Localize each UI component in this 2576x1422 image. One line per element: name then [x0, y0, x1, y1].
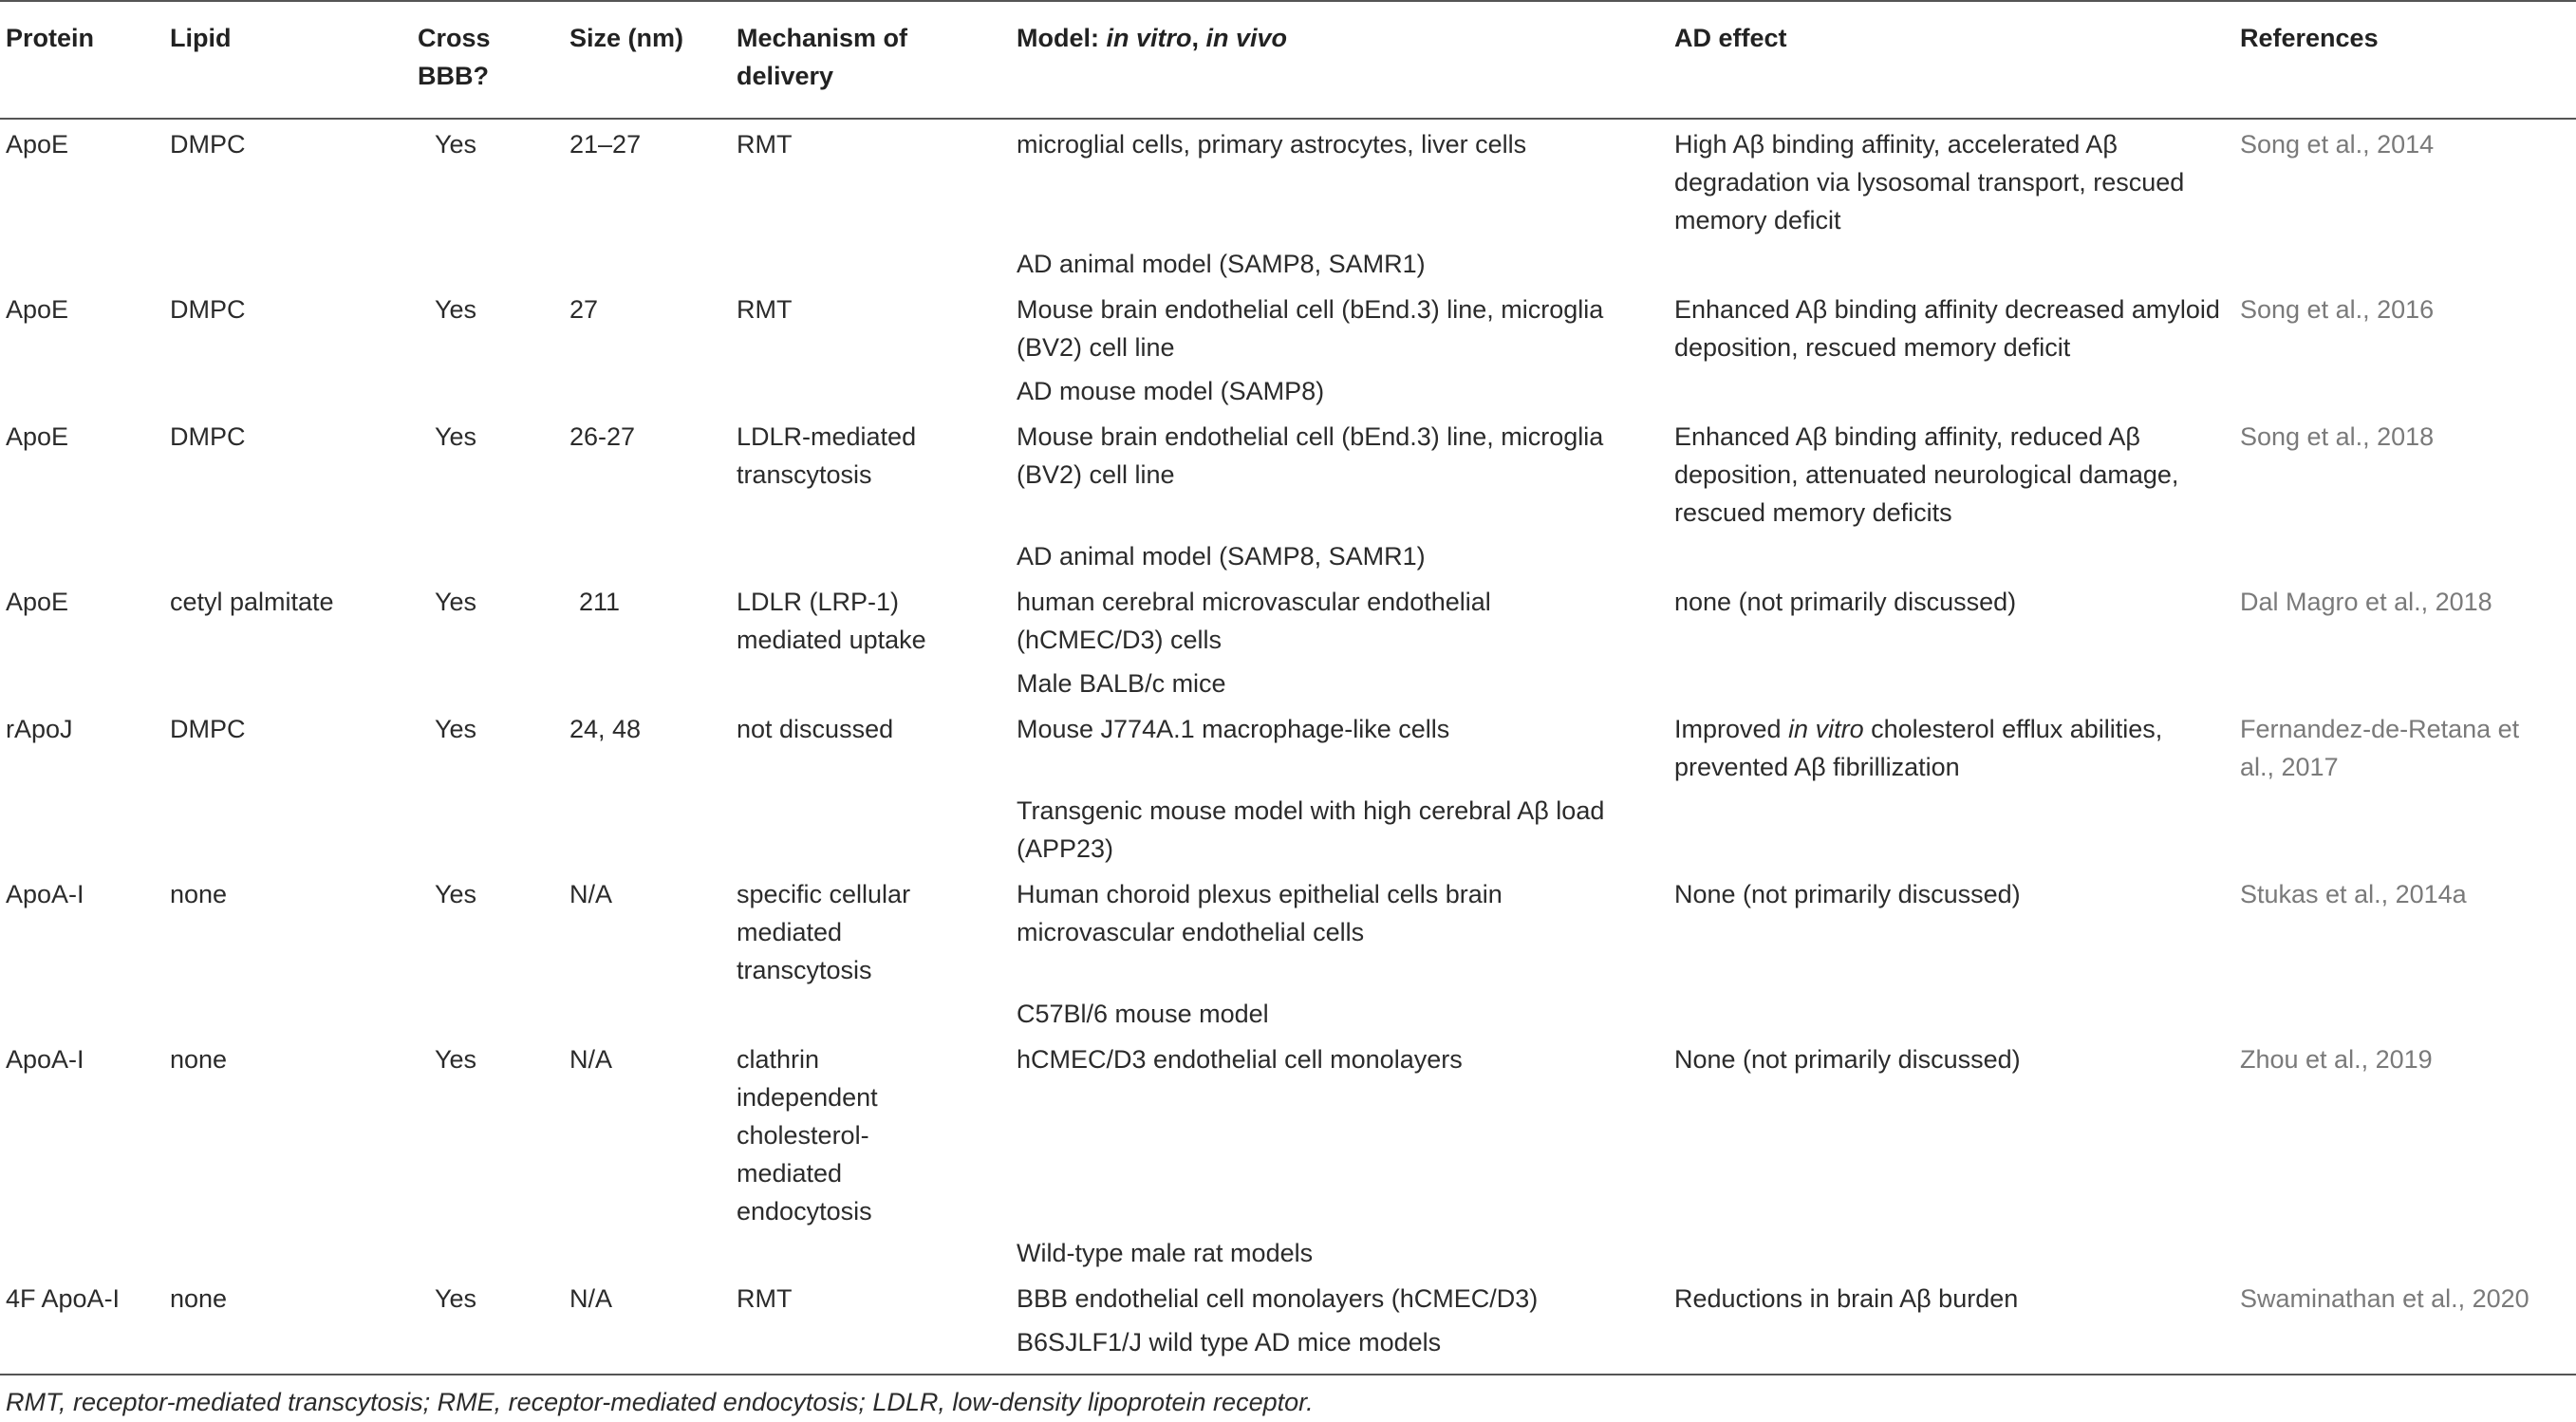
header-model [1017, 19, 1287, 57]
cell-effect: Enhanced Aβ binding affinity, reduced Aβ deposition, attenuated neurological damage, rescued memory deficits [1674, 422, 2179, 527]
cell-model-vitro: Mouse brain endothelial cell (bEnd.3) line, microglia (BV2) cell line [1017, 295, 1604, 362]
cell-cross: Yes [435, 422, 477, 451]
cell-cross: Yes [435, 588, 477, 616]
cell-effect: High Aβ binding affinity, accelerated Aβ degradation via lysosomal transport, rescued memory deficit [1674, 130, 2185, 234]
cell-model-vivo: Male BALB/c mice [1017, 669, 1226, 698]
cell-model-vitro: Human choroid plexus epithelial cells brain microvascular endothelial cells [1017, 880, 1503, 946]
cell-effect: Enhanced Aβ binding affinity decreased amyloid deposition, rescued memory deficit [1674, 295, 2220, 362]
cell-mechanism: not discussed [737, 715, 894, 743]
cell-mechanism: clathrin independent cholesterol-mediated endocytosis [737, 1045, 878, 1226]
header-mechanism: Mechanism of delivery [737, 24, 908, 90]
cell-effect: None (not primarily discussed) [1674, 1045, 2021, 1074]
cell-protein: ApoE [6, 588, 69, 616]
cell-reference: Song et al., 2018 [2240, 422, 2435, 451]
cell-lipid: none [170, 880, 228, 908]
cell-size: N/A [569, 1045, 613, 1074]
cell-reference: Zhou et al., 2019 [2240, 1045, 2433, 1074]
cell-size: 27 [569, 295, 599, 324]
cell-mechanism: LDLR-mediated transcytosis [737, 422, 917, 489]
cell-protein: ApoE [6, 295, 69, 324]
cell-effect [1674, 710, 2225, 786]
cell-model-vivo: Wild-type male rat models [1017, 1239, 1314, 1267]
cell-protein: ApoA-I [6, 880, 84, 908]
header-model-sep: , [1191, 24, 1206, 52]
cell-model-vivo: AD animal model (SAMP8, SAMR1) [1017, 250, 1426, 278]
cell-size: N/A [569, 1284, 613, 1313]
table-footnote: RMT, receptor-mediated transcytosis; RME, receptor-mediated endocytosis; LDLR, low-density lipoprotein receptor. [6, 1388, 1314, 1416]
cell-cross: Yes [435, 1045, 477, 1074]
header-model-in-vitro: in vitro [1106, 24, 1192, 52]
cell-cross: Yes [435, 295, 477, 324]
table-top-rule [0, 0, 2576, 2]
cell-lipid: none [170, 1045, 228, 1074]
cell-model-vitro: microglial cells, primary astrocytes, liver cells [1017, 130, 1527, 159]
header-references: References [2240, 24, 2379, 52]
cell-model-vitro: human cerebral microvascular endothelial (hCMEC/D3) cells [1017, 588, 1491, 654]
cell-lipid: DMPC [170, 130, 246, 159]
header-cross-bbb: Cross BBB? [418, 24, 491, 90]
cell-lipid: cetyl palmitate [170, 588, 334, 616]
header-protein: Protein [6, 24, 95, 52]
cell-size: 24, 48 [569, 715, 642, 743]
cell-model-vivo: C57Bl/6 mouse model [1017, 1000, 1269, 1028]
cell-effect-post: cholesterol efflux abilities, prevented Aβ fibrillization [1674, 715, 2163, 781]
cell-effect: None (not primarily discussed) [1674, 880, 2021, 908]
cell-size: 211 [579, 588, 621, 616]
cell-mechanism: RMT [737, 295, 793, 324]
cell-protein: 4F ApoA-I [6, 1284, 121, 1313]
header-ad-effect: AD effect [1674, 24, 1787, 52]
cell-reference: Dal Magro et al., 2018 [2240, 588, 2492, 616]
cell-protein: rApoJ [6, 715, 73, 743]
cell-effect: none (not primarily discussed) [1674, 588, 2017, 616]
header-rule [0, 118, 2576, 120]
cell-lipid: DMPC [170, 715, 246, 743]
cell-model-vivo: AD animal model (SAMP8, SAMR1) [1017, 542, 1426, 571]
cell-lipid: none [170, 1284, 228, 1313]
cell-protein: ApoA-I [6, 1045, 84, 1074]
cell-cross: Yes [435, 130, 477, 159]
cell-lipid: DMPC [170, 295, 246, 324]
header-model-prefix: Model: [1017, 24, 1107, 52]
cell-size: 26-27 [569, 422, 636, 451]
cell-cross: Yes [435, 1284, 477, 1313]
cell-mechanism: LDLR (LRP-1) mediated uptake [737, 588, 926, 654]
cell-effect: Reductions in brain Aβ burden [1674, 1284, 2019, 1313]
cell-effect-em: in vitro [1788, 715, 1864, 743]
header-model-in-vivo: in vivo [1205, 24, 1288, 52]
cell-protein: ApoE [6, 130, 69, 159]
cell-size: 21–27 [569, 130, 642, 159]
cell-model-vitro: BBB endothelial cell monolayers (hCMEC/D3) [1017, 1284, 1539, 1313]
cell-mechanism: RMT [737, 1284, 793, 1313]
cell-lipid: DMPC [170, 422, 246, 451]
cell-model-vivo: Transgenic mouse model with high cerebral Aβ load (APP23) [1017, 796, 1605, 863]
header-size: Size (nm) [569, 24, 684, 52]
cell-reference: Song et al., 2016 [2240, 295, 2435, 324]
cell-effect-pre: Improved [1674, 715, 1789, 743]
cell-model-vitro: Mouse J774A.1 macrophage-like cells [1017, 715, 1450, 743]
header-lipid: Lipid [170, 24, 232, 52]
cell-reference: Fernandez-de-Retana et al., 2017 [2240, 715, 2520, 781]
cell-reference: Swaminathan et al., 2020 [2240, 1284, 2529, 1313]
cell-model-vivo: B6SJLF1/J wild type AD mice models [1017, 1328, 1442, 1357]
cell-protein: ApoE [6, 422, 69, 451]
cell-reference: Song et al., 2014 [2240, 130, 2435, 159]
cell-model-vitro: hCMEC/D3 endothelial cell monolayers [1017, 1045, 1463, 1074]
cell-mechanism: RMT [737, 130, 793, 159]
table-bottom-rule [0, 1374, 2576, 1375]
cell-size: N/A [569, 880, 613, 908]
cell-model-vitro: Mouse brain endothelial cell (bEnd.3) line, microglia (BV2) cell line [1017, 422, 1604, 489]
cell-reference: Stukas et al., 2014a [2240, 880, 2467, 908]
cell-cross: Yes [435, 880, 477, 908]
cell-cross: Yes [435, 715, 477, 743]
cell-model-vivo: AD mouse model (SAMP8) [1017, 377, 1325, 405]
cell-mechanism: specific cellular mediated transcytosis [737, 880, 911, 984]
